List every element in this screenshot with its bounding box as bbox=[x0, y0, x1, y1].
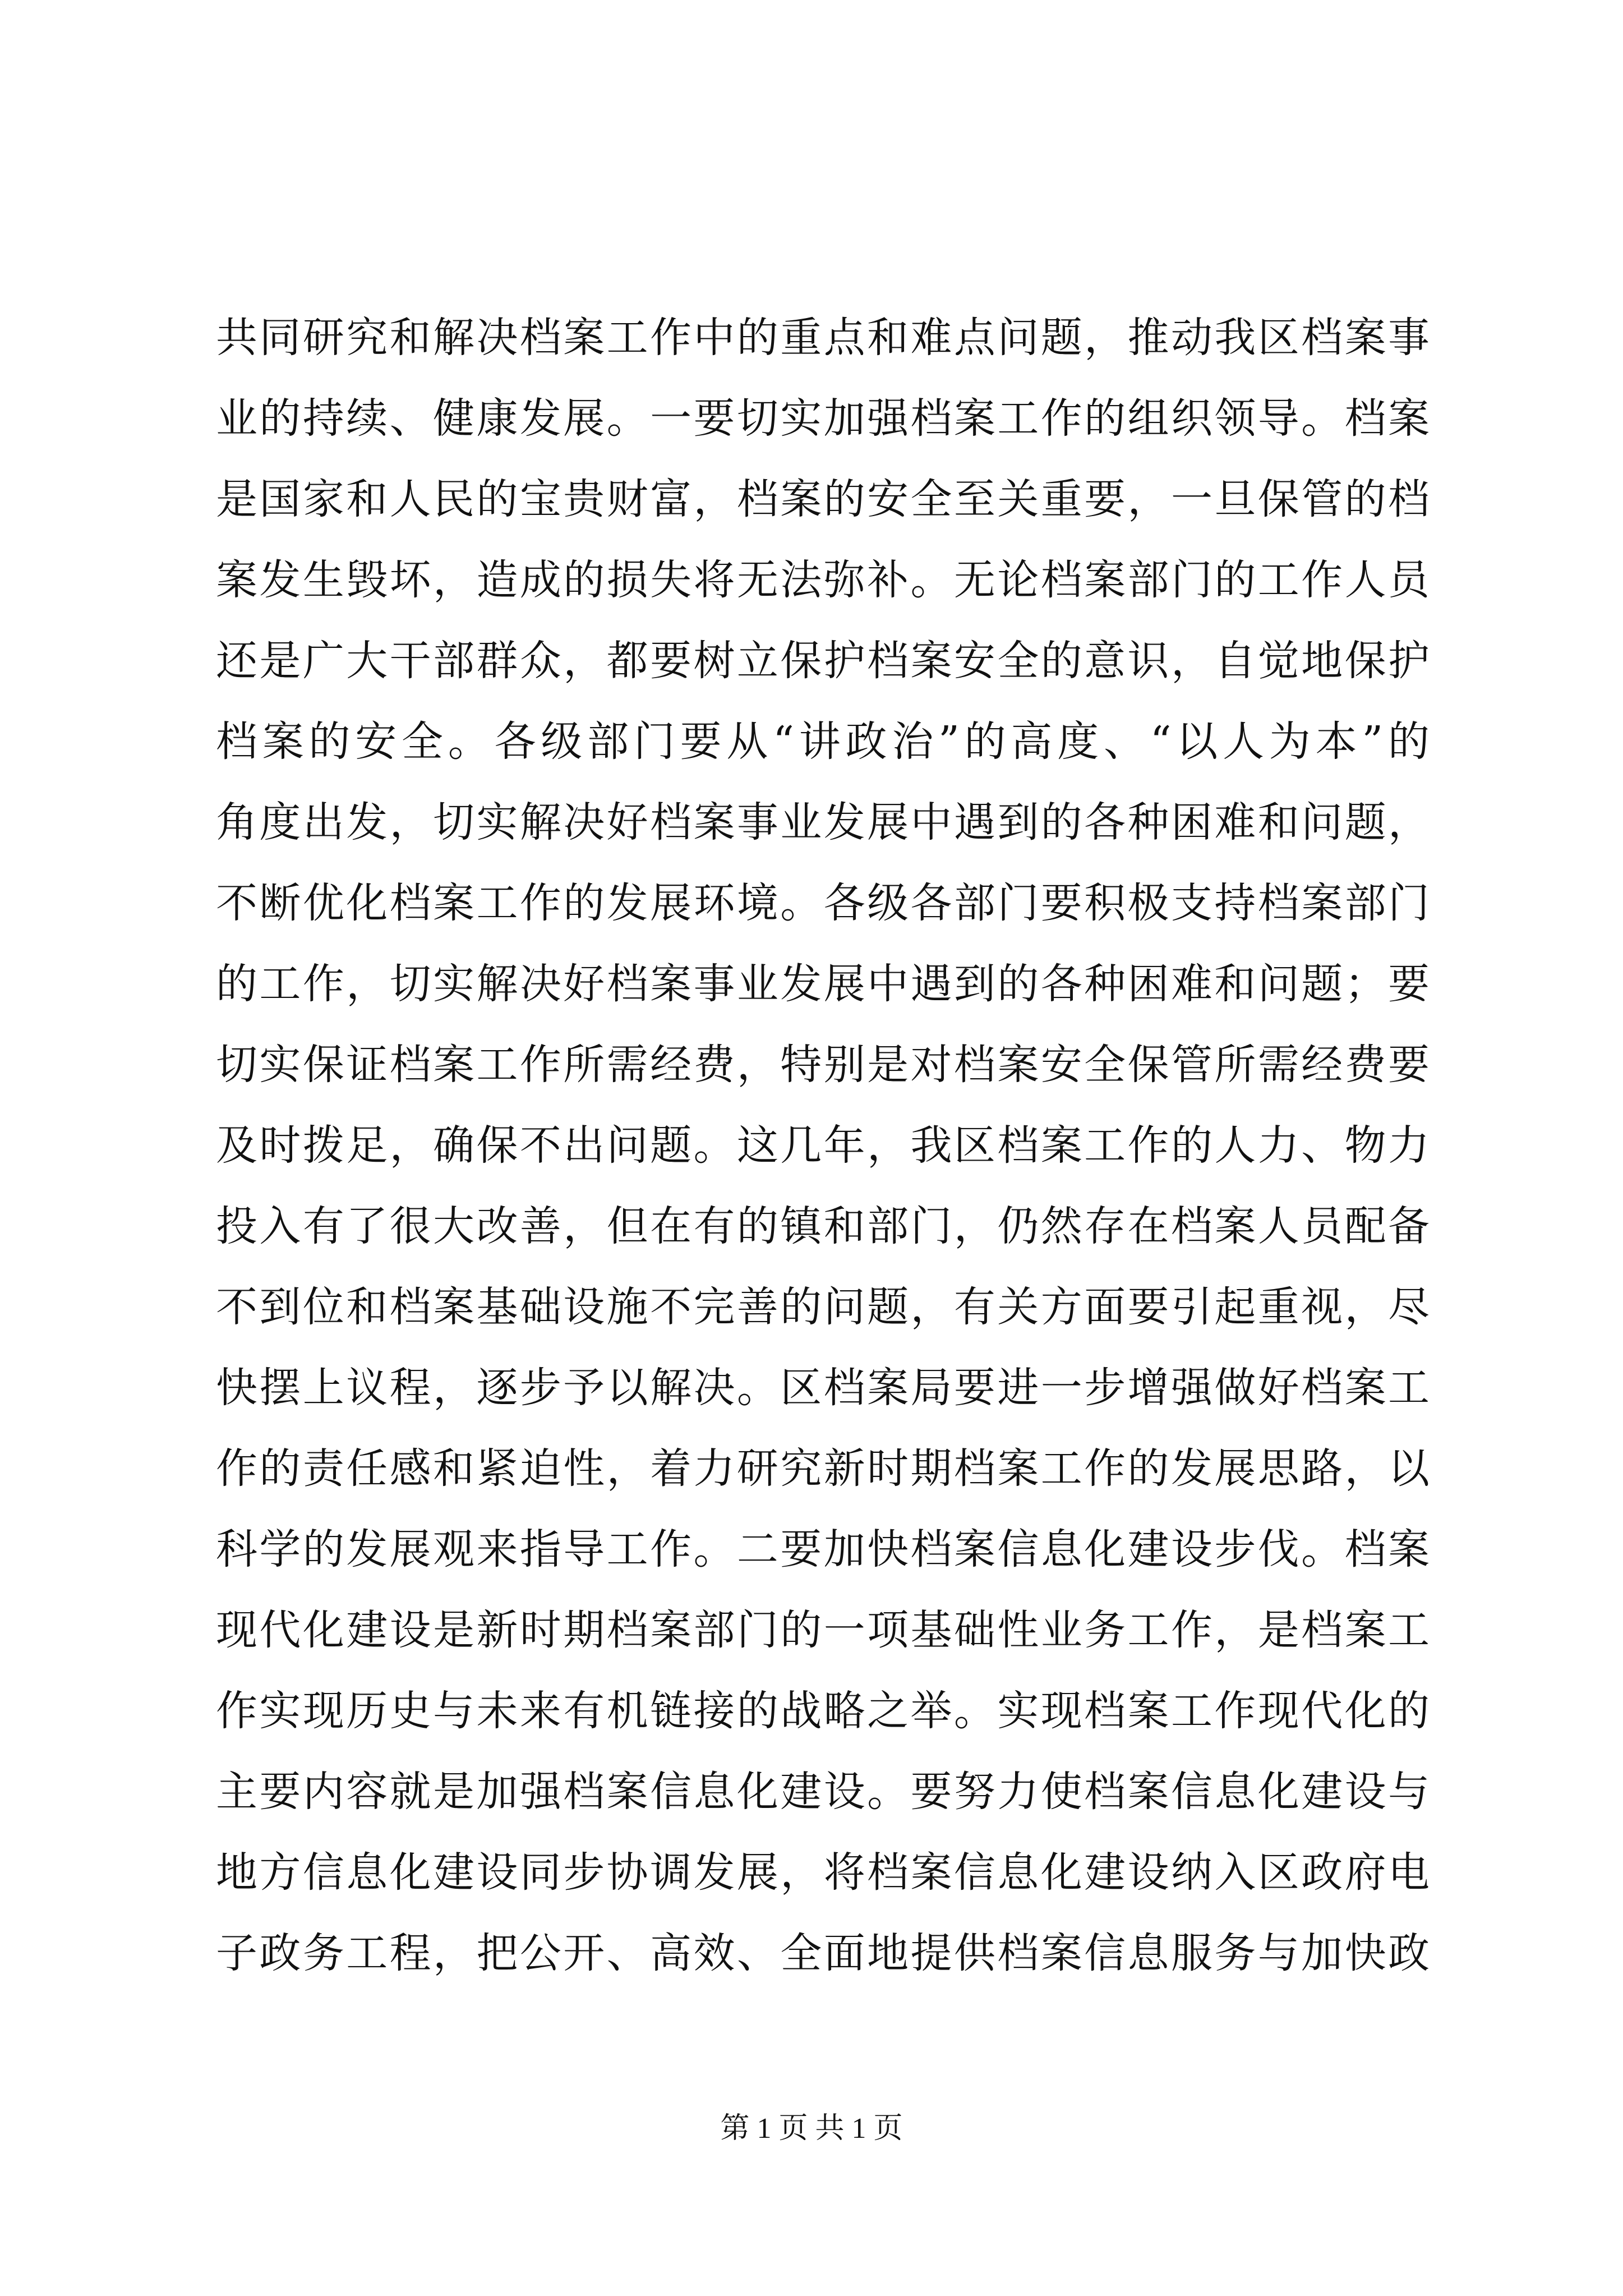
text-line: 档案的安全。各级部门要从“讲政治”的高度、“以人为本”的 bbox=[216, 717, 1430, 766]
text-line: 现代化建设是新时期档案部门的一项基础性业务工作，是档案工 bbox=[216, 1606, 1430, 1654]
text-line: 共同研究和解决档案工作中的重点和难点问题，推动我区档案事 bbox=[216, 314, 1430, 362]
text-line: 作的责任感和紧迫性，着力研究新时期档案工作的发展思路，以 bbox=[216, 1444, 1430, 1493]
text-line: 不到位和档案基础设施不完善的问题，有关方面要引起重视，尽 bbox=[216, 1283, 1430, 1331]
text-line: 还是广大干部群众，都要树立保护档案安全的意识，自觉地保护 bbox=[216, 637, 1430, 685]
text-line: 快摆上议程，逐步予以解决。区档案局要进一步增强做好档案工 bbox=[216, 1364, 1430, 1412]
text-line: 子政务工程，把公开、高效、全面地提供档案信息服务与加快政 bbox=[216, 1929, 1430, 1977]
text-line: 是国家和人民的宝贵财富，档案的安全至关重要，一旦保管的档 bbox=[216, 475, 1430, 523]
text-line: 角度出发，切实解决好档案事业发展中遇到的各种困难和问题， bbox=[216, 798, 1430, 846]
text-line: 主要内容就是加强档案信息化建设。要努力使档案信息化建设与 bbox=[216, 1768, 1430, 1816]
text-line: 投入有了很大改善，但在有的镇和部门，仍然存在档案人员配备 bbox=[216, 1202, 1430, 1250]
text-line: 业的持续、健康发展。一要切实加强档案工作的组织领导。档案 bbox=[216, 394, 1430, 443]
page-number-footer: 第 1 页 共 1 页 bbox=[720, 2113, 903, 2145]
text-line: 不断优化档案工作的发展环境。各级各部门要积极支持档案部门 bbox=[216, 879, 1430, 927]
body-text bbox=[216, 297, 1430, 1994]
text-line: 案发生毁坏，造成的损失将无法弥补。无论档案部门的工作人员 bbox=[216, 556, 1430, 604]
text-line: 切实保证档案工作所需经费，特别是对档案安全保管所需经费要 bbox=[216, 1041, 1430, 1089]
text-line: 科学的发展观来指导工作。二要加快档案信息化建设步伐。档案 bbox=[216, 1525, 1430, 1573]
text-line: 作实现历史与未来有机链接的战略之举。实现档案工作现代化的 bbox=[216, 1687, 1430, 1735]
text-line: 的工作，切实解决好档案事业发展中遇到的各种困难和问题；要 bbox=[216, 960, 1430, 1008]
text-line: 及时拨足，确保不出问题。这几年，我区档案工作的人力、物力 bbox=[216, 1121, 1430, 1170]
text-line: 地方信息化建设同步协调发展，将档案信息化建设纳入区政府电 bbox=[216, 1848, 1430, 1897]
